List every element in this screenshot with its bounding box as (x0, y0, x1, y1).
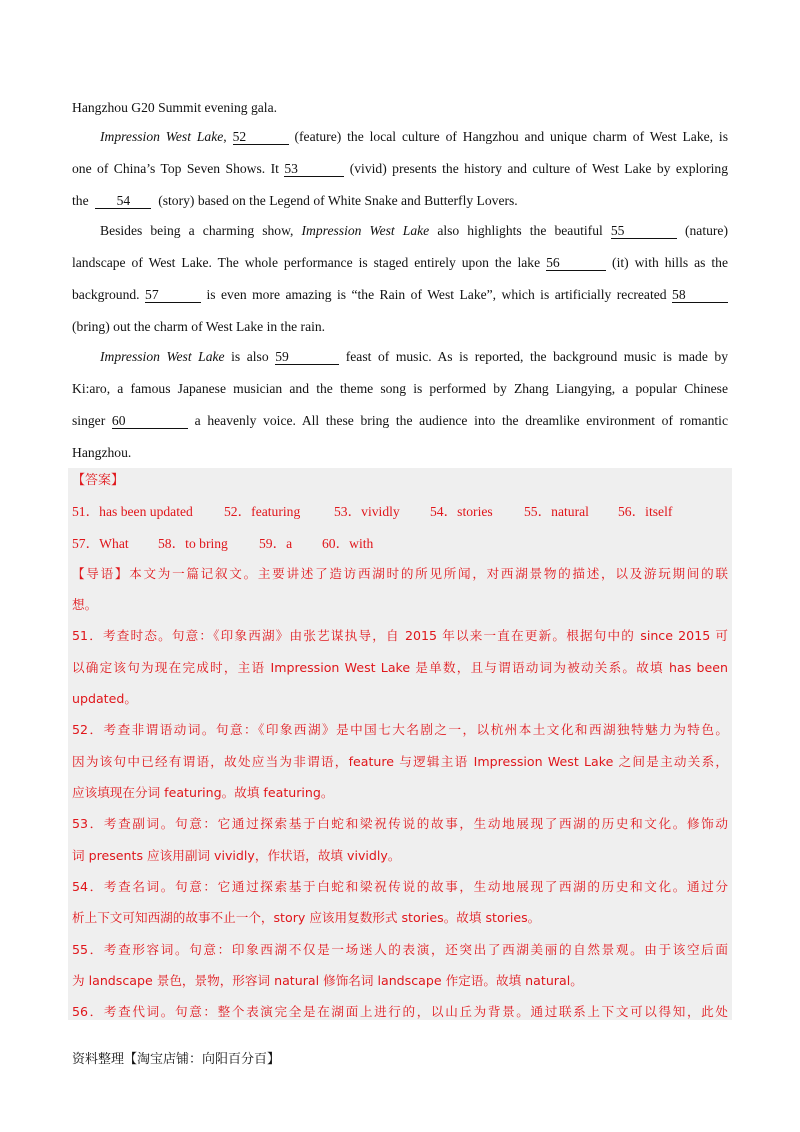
explanation-line: 为 landscape 景色，景物，形容词 natural 修饰名词 landscape 作定语。故填 natural。 (72, 973, 583, 988)
answer-52: 52．featuring (224, 504, 301, 519)
passage-line-1: Hangzhou G20 Summit evening gala. (72, 100, 278, 115)
answer-row-1 (72, 503, 728, 521)
passage-line-5: Besides being a charming show, Impression West Lake also highlights the beautiful 55 (nature) (100, 223, 728, 238)
passage-line-2: Impression West Lake, 52 (feature) the local culture of Hangzhou and unique charm of West Lake, is (100, 129, 728, 144)
blank-58: 58 (672, 287, 728, 303)
passage-line-4: the 54 (story) based on the Legend of White Snake and Butterfly Lovers. (72, 193, 518, 208)
answer-59: 59．a (259, 536, 293, 551)
blank-53: 53 (284, 161, 344, 177)
passage-line-12: Hangzhou. (72, 445, 132, 460)
explanation-line: 想。 (72, 597, 98, 612)
page-footer: 资料整理【淘宝店铺：向阳百分百】 (72, 1052, 281, 1067)
explanation-line: 析上下文可知西湖的故事不止一个，story 应该用复数形式 stories。故填 stories。 (72, 910, 541, 925)
explanation-line: 【导语】本文为一篇记叙文。主要讲述了造访西湖时的所见所闻，对西湖景物的描述，以及游玩期间的联 (72, 566, 728, 581)
blank-59: 59 (275, 349, 339, 365)
blank-57: 57 (145, 287, 201, 303)
passage-line-11: singer 60 a heavenly voice. All these bring the audience into the dreamlike environment of romantic (72, 413, 728, 428)
answer-57: 57．What (72, 536, 129, 551)
explanation-line: 54．考查名词。句意：它通过探索基于白蛇和梁祝传说的故事，生动地展现了西湖的历史和文化。通过分 (72, 879, 728, 894)
passage-line-6: landscape of West Lake. The whole performance is staged entirely upon the lake 56 (it) with hills as the (72, 255, 728, 270)
explanation-line: 53．考查副词。句意：它通过探索基于白蛇和梁祝传说的故事，生动地展现了西湖的历史和文化。修饰动 (72, 816, 728, 831)
blank-56: 56 (546, 255, 606, 271)
passage-line-7: background. 57 is even more amazing is “the Rain of West Lake”, which is artificially recreated 58 (72, 286, 728, 304)
answer-56: 56．itself (618, 504, 673, 519)
explanation-line: 词 presents 应该用副词 vividly，作状语，故填 vividly。 (72, 848, 401, 863)
show-title: Impression West Lake (100, 129, 224, 144)
answer-header: 【答案】 (72, 473, 125, 488)
passage-line-3: one of China’s Top Seven Shows. It 53 (vivid) presents the history and culture of West Lake by exploring (72, 161, 728, 176)
answer-55: 55．natural (524, 504, 589, 519)
explanation-line: 51．考查时态。句意：《印象西湖》由张艺谋执导，自 2015 年以来一直在更新。根据句中的 since 2015 可 (72, 628, 728, 643)
answer-58: 58．to bring (158, 536, 228, 551)
passage-line-9: Impression West Lake is also 59 feast of music. As is reported, the background music is made by (100, 349, 728, 364)
explanation-line: 因为该句中已经有谓语，故处应当为非谓语，feature 与逻辑主语 Impression West Lake 之间是主动关系， (72, 754, 728, 769)
blank-52: 52 (233, 129, 289, 145)
answer-60: 60．with (322, 536, 374, 551)
answer-51: 51．has been updated (72, 504, 193, 519)
blank-54: 54 (95, 193, 151, 209)
answer-54: 54．stories (430, 504, 493, 519)
explanation-line: 以确定该句为现在完成时，主语 Impression West Lake 是单数，且与谓语动词为被动关系。故填 has been (72, 660, 728, 675)
answer-row-2 (72, 535, 728, 553)
answer-53: 53．vividly (334, 504, 400, 519)
explanation-line: 56．考查代词。句意：整个表演完全是在湖面上进行的，以山丘为背景。通过联系上下文可以得知，此处 (72, 1004, 728, 1019)
passage-line-10: Ki:aro, a famous Japanese musician and the theme song is performed by Zhang Liangying, a popular Chinese (72, 381, 728, 396)
explanation-line: 应该填现在分词 featuring。故填 featuring。 (72, 785, 334, 800)
explanation-line: 55．考查形容词。句意：印象西湖不仅是一场迷人的表演，还突出了西湖美丽的自然景观。由于该空后面 (72, 942, 728, 957)
blank-60: 60 (112, 413, 188, 429)
blank-55: 55 (611, 223, 677, 239)
explanation-line: 52．考查非谓语动词。句意：《印象西湖》是中国七大名剧之一，以杭州本土文化和西湖独特魅力为特色。 (72, 722, 728, 737)
explanation-line: updated。 (72, 691, 137, 706)
passage-line-8: (bring) out the charm of West Lake in the rain. (72, 319, 326, 334)
